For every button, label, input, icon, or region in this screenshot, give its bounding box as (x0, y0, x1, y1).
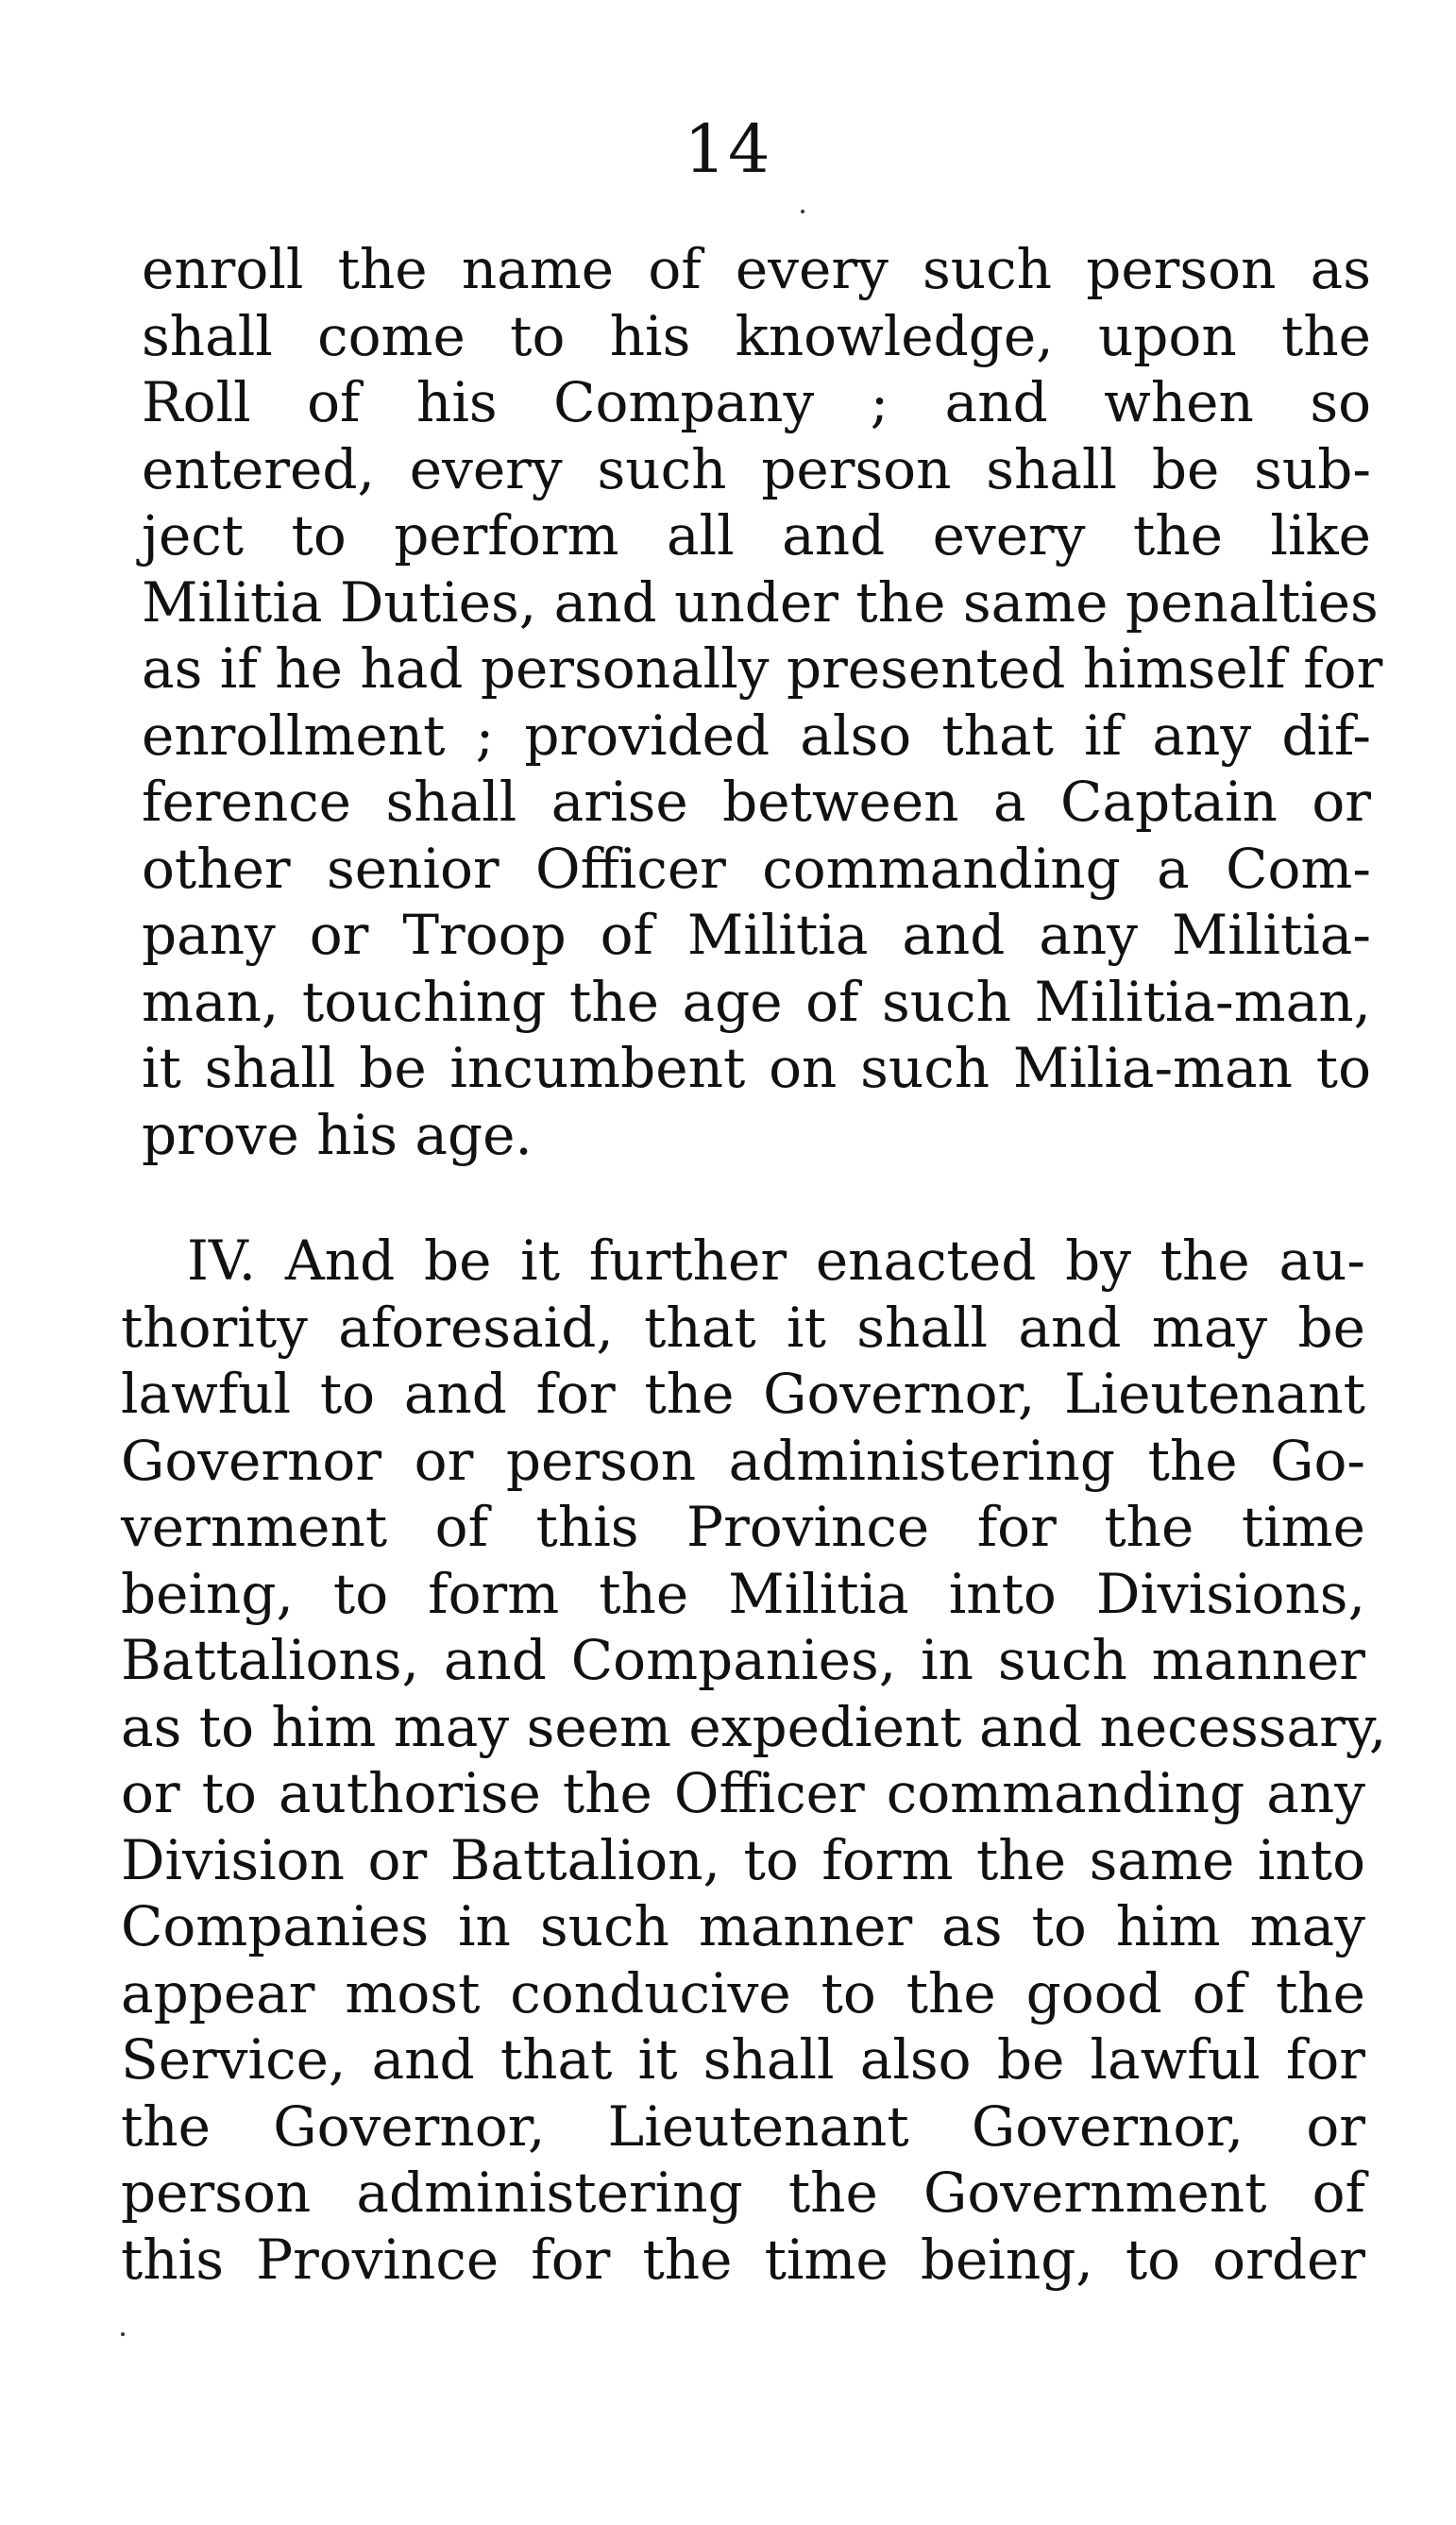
page-number: 14 (684, 110, 772, 188)
text-line: the Governor, Lieutenant Governor, or (121, 2093, 1365, 2159)
text-line: Militia Duties, and under the same penalties (142, 569, 1379, 635)
text-line: it shall be incumbent on such Milia-man to (142, 1036, 1371, 1100)
text-line: lawful to and for the Governor, Lieutenant (121, 1362, 1365, 1426)
text-line: IV. And be it further enacted by the au- (187, 1229, 1365, 1293)
text-line: entered, every such person shall be sub- (142, 436, 1371, 501)
print-speck (801, 210, 804, 213)
text-line: this Province for the time being, to order (121, 2227, 1365, 2292)
print-speck (121, 2332, 125, 2336)
text-line: person administering the Government of (121, 2161, 1365, 2225)
text-line: enrollment ; provided also that if any dif- (142, 703, 1371, 768)
text-line: enroll the name of every such person as (142, 237, 1371, 301)
text-line: thority aforesaid, that it shall and may be (121, 1295, 1365, 1360)
paragraph-section-iv (121, 1228, 1387, 2293)
text-line: vernment of this Province for the time (121, 1495, 1365, 1559)
text-line: as to him may seem expedient and necessary, (121, 1694, 1387, 1759)
paragraph-continuation (142, 236, 1383, 1168)
text-line: pany or Troop of Militia and any Militia- (142, 903, 1371, 967)
text-line: as if he had personally presented himself for (142, 636, 1383, 701)
text-line: Governor or person administering the Go- (121, 1428, 1365, 1493)
text-line: Roll of his Company ; and when so (142, 370, 1371, 434)
text-line: ject to perform all and every the like (142, 503, 1371, 568)
text-line: shall come to his knowledge, upon the (142, 303, 1371, 368)
text-line: other senior Officer commanding a Com- (142, 836, 1371, 901)
text-line: ference shall arise between a Captain or (142, 770, 1371, 834)
text-line: prove his age. (142, 1102, 533, 1167)
text-line: Companies in such manner as to him may (121, 1894, 1365, 1958)
text-line: or to authorise the Officer commanding any (121, 1761, 1365, 1825)
text-line: being, to form the Militia into Divisions, (121, 1561, 1365, 1626)
text-line: Service, and that it shall also be lawful for (121, 2027, 1365, 2092)
text-line: appear most conducive to the good of the (121, 1960, 1365, 2025)
text-line: man, touching the age of such Militia-man, (142, 969, 1371, 1034)
text-line: Battalions, and Companies, in such manner (121, 1628, 1365, 1692)
text-line: Division or Battalion, to form the same into (121, 1827, 1365, 1892)
